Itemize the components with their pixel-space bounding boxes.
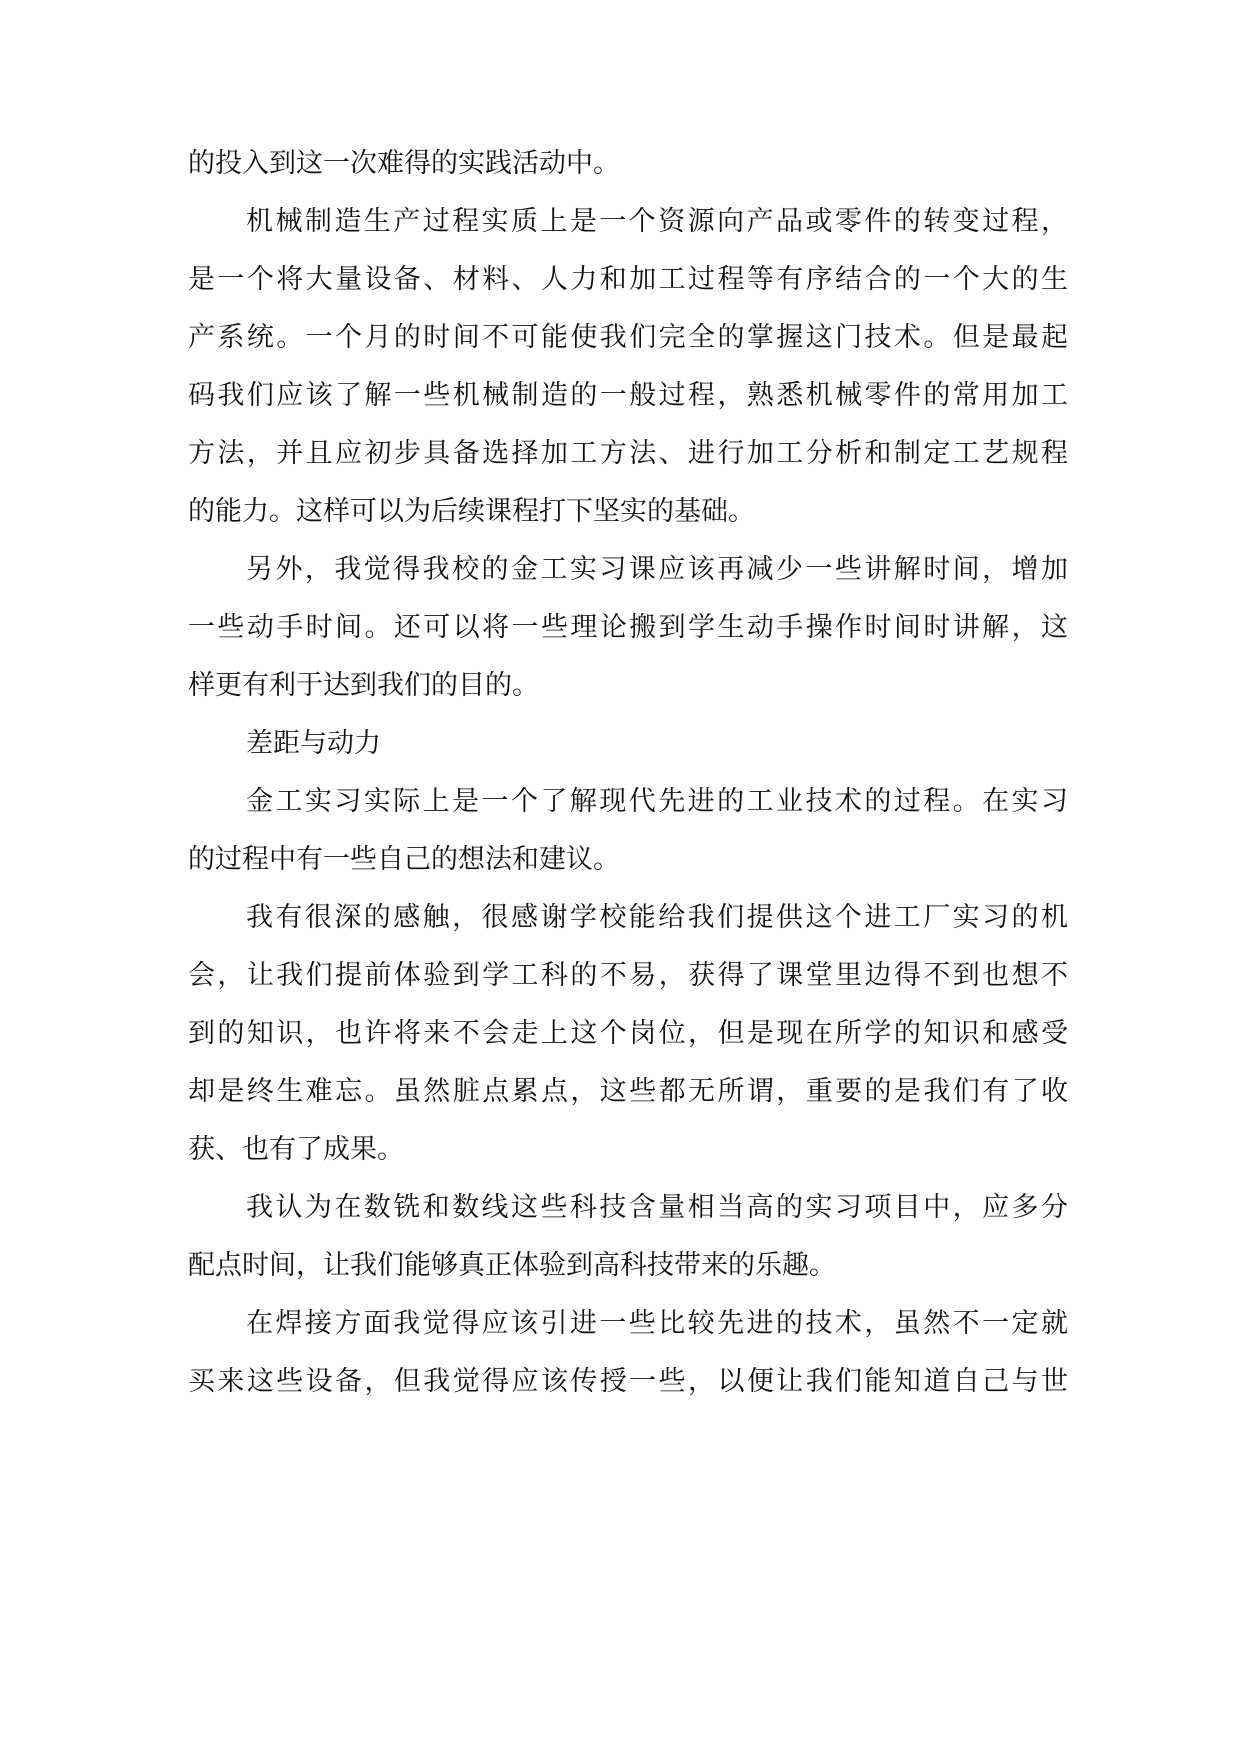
paragraph-first-line: 在焊接方面我觉得应该引进一些比较先进的技术，虽然不一定就 bbox=[246, 1308, 1068, 1339]
text-line: 是一个将大量设备、材料、人力和加工过程等有序结合的一个大的生 bbox=[188, 264, 1068, 295]
text-line: 的过程中有一些自己的想法和建议。 bbox=[188, 844, 620, 875]
paragraph-first-line: 另外，我觉得我校的金工实习课应该再减少一些讲解时间，增加 bbox=[246, 554, 1068, 585]
text-line: 的投入到这一次难得的实践活动中。 bbox=[188, 148, 620, 179]
text-line: 配点时间，让我们能够真正体验到高科技带来的乐趣。 bbox=[188, 1250, 836, 1281]
text-line: 到的知识，也许将来不会走上这个岗位，但是现在所学的知识和感受 bbox=[188, 1018, 1068, 1049]
text-line: 产系统。一个月的时间不可能使我们完全的掌握这门技术。但是最起 bbox=[188, 322, 1068, 353]
text-line: 方法，并且应初步具备选择加工方法、进行加工分析和制定工艺规程 bbox=[188, 438, 1068, 469]
paragraph-first-line: 我认为在数铣和数线这些科技含量相当高的实习项目中，应多分 bbox=[246, 1192, 1068, 1223]
paragraph-first-line: 我有很深的感触，很感谢学校能给我们提供这个进工厂实习的机 bbox=[246, 902, 1068, 933]
text-line: 却是终生难忘。虽然脏点累点，这些都无所谓，重要的是我们有了收 bbox=[188, 1076, 1068, 1107]
text-line: 买来这些设备，但我觉得应该传授一些，以便让我们能知道自己与世 bbox=[188, 1366, 1068, 1397]
text-line: 会，让我们提前体验到学工科的不易，获得了课堂里边得不到也想不 bbox=[188, 960, 1068, 991]
text-line: 一些动手时间。还可以将一些理论搬到学生动手操作时间时讲解，这 bbox=[188, 612, 1068, 643]
text-line: 码我们应该了解一些机械制造的一般过程，熟悉机械零件的常用加工 bbox=[188, 380, 1068, 411]
paragraph-first-line: 机械制造生产过程实质上是一个资源向产品或零件的转变过程， bbox=[246, 206, 1068, 237]
paragraph-first-line: 金工实习实际上是一个了解现代先进的工业技术的过程。在实习 bbox=[246, 786, 1068, 817]
text-line: 的能力。这样可以为后续课程打下坚实的基础。 bbox=[188, 496, 755, 527]
section-heading: 差距与动力 bbox=[246, 728, 381, 759]
text-line: 获、也有了成果。 bbox=[188, 1134, 404, 1165]
text-line: 样更有利于达到我们的目的。 bbox=[188, 670, 539, 701]
